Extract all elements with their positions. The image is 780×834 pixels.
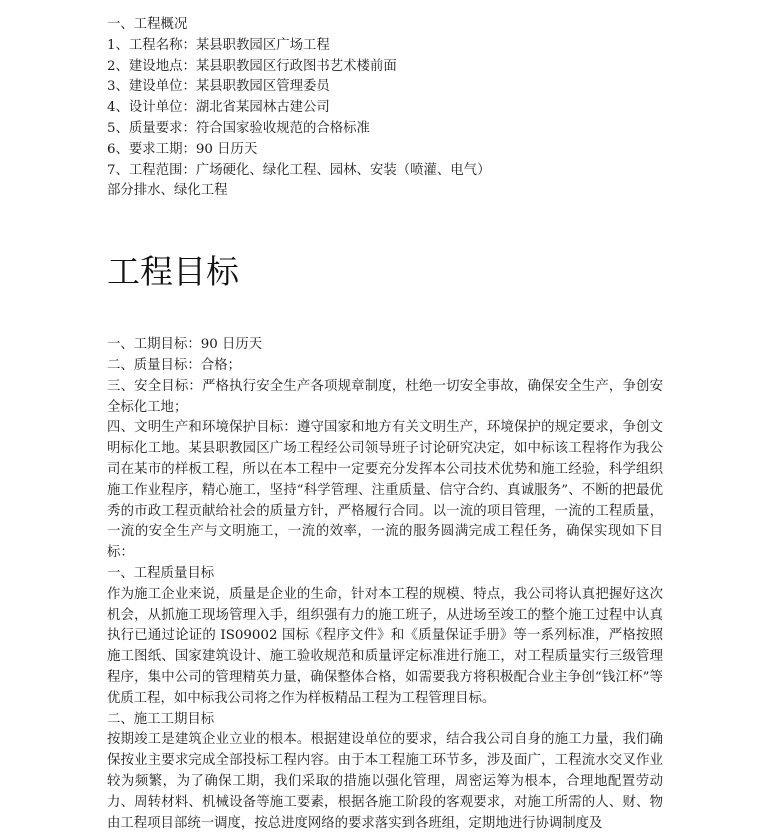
goal-item: 二、质量目标：合格； — [107, 357, 241, 373]
overview-item: 部分排水、绿化工程 — [107, 183, 228, 199]
quality-paragraph: 作为施工企业来说，质量是企业的生命，针对本工程的规模、特点，我公司将认真把握好这次机会，从抓施工现场管理入手，组织强有力的施工班子，从进场至竣工的整个施工过程中认真执行已通过论证的 IS09002 国标《程序文件》和《质量保证手册》等一系列标准，严格按照施工图纸、国家建筑设计、施工验收规范和质量评定标准进行施工，对工程质量实行三级管理程序，集中公司的管理精英力量，确保整体合格，如需要我方将积极配合业主争创“钱江杯”等优质工程，如中标我公司将之作为样板精品工程为工程管理目标。 — [107, 586, 663, 706]
overview-item: 2、建设地点：某县职教园区行政图书艺术楼前面 — [107, 58, 397, 74]
goal-item: 一、工期目标：90 日历天 — [107, 337, 263, 353]
overview-item: 7、工程范围：广场硬化、绿化工程、园林、安装（喷灌、电气） — [107, 162, 491, 178]
schedule-heading: 二、施工工期目标 — [107, 711, 215, 727]
goal-item: 三、安全目标：严格执行安全生产各项规章制度，杜绝一切安全事故，确保安全生产，争创安全标化工地； — [107, 378, 663, 415]
overview-item: 5、质量要求：符合国家验收规范的合格标准 — [107, 120, 370, 136]
schedule-paragraph: 按期竣工是建筑企业立业的根本。根据建设单位的要求，结合我公司自身的施工力量，我们确保按业主要求完成全部投标工程内容。由于本工程施工环节多，涉及面广，工程流水交叉作业较为频繁，为了确保工期，我们采取的措施以强化管理，周密运筹为根本，合理地配置劳动力、周转材料、机械设备等施工要素，根据各施工阶段的客观要求，对施工所需的人、财、物由工程项目部统一调度，按总进度网络的要求落实到各班组，定期地进行协调制度及 — [107, 732, 663, 831]
overview-item: 3、建设单位：某县职教园区管理委员 — [107, 79, 330, 95]
quality-heading: 一、工程质量目标 — [107, 565, 215, 581]
overview-heading: 一、工程概况 — [107, 17, 188, 32]
overview-item: 4、设计单位：湖北省某园林古建公司 — [107, 100, 330, 116]
section-title: 工程目标 — [107, 252, 239, 292]
goal-item: 四、文明生产和环境保护目标：遵守国家和地方有关文明生产，环境保护的规定要求，争创文明标化工地。某县职教园区广场工程经公司领导班子讨论研究决定，如中标该工程将作为我公司在某市的样板工程，所以在本工程中一定要充分发挥本公司技术优势和施工经验，科学组织施工作业程序，精心施工，坚持“科学管理、注重质量、信守合约、真诚服务”、不断的把最优秀的市政工程贡献给社会的质量方针，严格履行合同。以一流的项目管理，一流的工程质量，一流的安全生产与文明施工，一流的效率，一流的服务圆满完成工程任务，确保实现如下目标： — [107, 420, 663, 561]
overview-item: 1、工程名称：某县职教园区广场工程 — [107, 37, 330, 53]
document-page — [107, 15, 663, 834]
overview-item: 6、要求工期：90 日历天 — [107, 141, 258, 157]
